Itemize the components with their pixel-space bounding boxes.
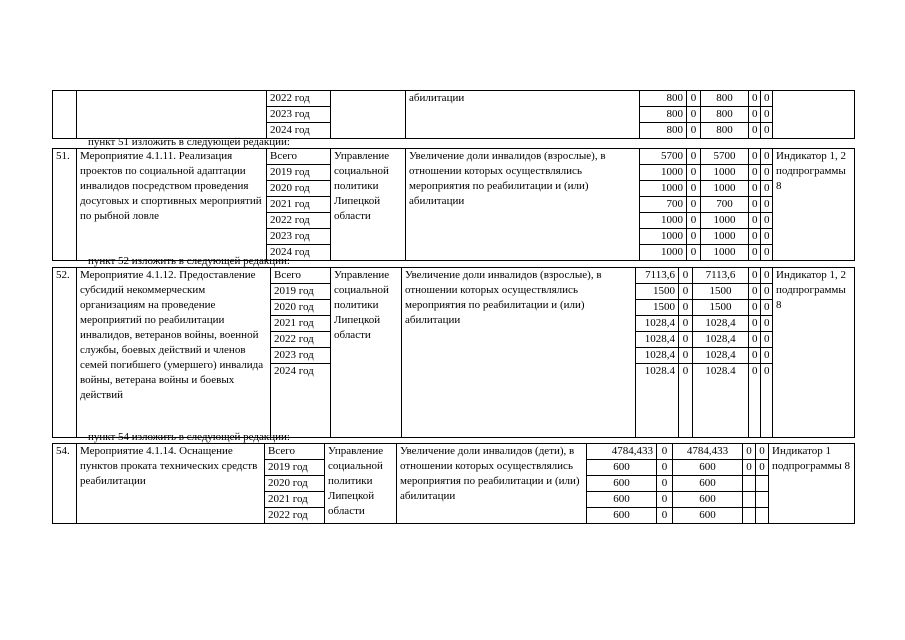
cell: 1000 — [701, 213, 749, 229]
cell — [743, 492, 756, 508]
cell: 800 — [640, 107, 687, 123]
cell: 0 — [761, 165, 773, 181]
cell: 1500 — [636, 284, 679, 300]
cell — [743, 476, 756, 492]
cell: 0 — [687, 165, 701, 181]
cell: 0 — [657, 460, 673, 476]
top-result: абилитации — [406, 91, 640, 139]
cell: 0 — [679, 300, 693, 316]
cell: 0 — [657, 444, 673, 460]
top-num-cell — [53, 91, 77, 139]
cell: 0 — [687, 91, 701, 107]
cell: 7113,6 — [693, 268, 749, 284]
cell: 600 — [587, 460, 657, 476]
cell: 0 — [749, 284, 761, 300]
measure-title: Мероприятие 4.1.12. Предоставление субсидий некоммерческим организациям на проведение мероприятий по реабилитации инвалидов, ветеранов войны, военной службы, боевых действий и членов семей погибшего (умершего) инвалида войны, ветерана войны и боевых действий — [77, 268, 271, 438]
cell: 700 — [640, 197, 687, 213]
top-table — [52, 90, 855, 139]
year-cell: 2020 год — [267, 181, 331, 197]
year-cell: Всего — [265, 444, 325, 460]
cell: 0 — [687, 229, 701, 245]
cell: 600 — [673, 476, 743, 492]
cell: 0 — [761, 107, 773, 123]
cell: 600 — [673, 492, 743, 508]
cell: 0 — [761, 268, 773, 284]
cell: 0 — [657, 476, 673, 492]
indicator: Индикатор 1, 2 подпрограммы 8 — [773, 268, 855, 438]
executor: Управление социальной политики Липецкой области — [331, 149, 406, 261]
year-cell: 2022 год — [271, 332, 331, 348]
cell: 0 — [743, 460, 756, 476]
cell: 0 — [761, 181, 773, 197]
cell: 1028,4 — [693, 348, 749, 364]
year-cell: 2022 год — [265, 508, 325, 524]
top-year: 2024 год — [267, 123, 331, 139]
cell: 600 — [587, 476, 657, 492]
top-indicator-cell — [773, 91, 855, 139]
cell: 4784,433 — [587, 444, 657, 460]
cell: 1028,4 — [636, 316, 679, 332]
cell: 0 — [756, 444, 769, 460]
cell: 600 — [673, 508, 743, 524]
cell: 0 — [749, 245, 761, 261]
note-51: пункт 51 изложить в следующей редакции: — [88, 136, 290, 148]
cell: 0 — [687, 149, 701, 165]
cell: 0 — [687, 245, 701, 261]
cell: 1000 — [640, 229, 687, 245]
cell: 1028,4 — [636, 348, 679, 364]
cell: 0 — [749, 364, 761, 438]
cell: 0 — [761, 300, 773, 316]
cell: 600 — [587, 508, 657, 524]
cell: 600 — [587, 492, 657, 508]
cell: 0 — [679, 348, 693, 364]
year-cell: 2024 год — [267, 245, 331, 261]
result-text: Увеличение доли инвалидов (взрослые), в отношении которых осуществлялись мероприятия по реабилитации и (или) абилитации — [402, 268, 636, 438]
year-cell: 2022 год — [267, 213, 331, 229]
cell: 1028,4 — [693, 332, 749, 348]
cell: 0 — [749, 348, 761, 364]
cell: 0 — [756, 460, 769, 476]
cell: 5700 — [701, 149, 749, 165]
year-cell: 2021 год — [271, 316, 331, 332]
note-54: пункт 54 изложить в следующей редакции: — [88, 431, 290, 443]
cell: 600 — [673, 460, 743, 476]
cell: 0 — [761, 229, 773, 245]
measure-title: Мероприятие 4.1.14. Оснащение пунктов проката технических средств реабилитации — [77, 444, 265, 524]
year-cell: 2021 год — [267, 197, 331, 213]
year-cell: 2021 год — [265, 492, 325, 508]
cell: 0 — [761, 245, 773, 261]
section-51-table — [52, 148, 855, 261]
cell: 0 — [749, 213, 761, 229]
cell: 5700 — [640, 149, 687, 165]
cell: 0 — [749, 107, 761, 123]
cell: 0 — [749, 332, 761, 348]
cell: 1000 — [701, 229, 749, 245]
cell: 800 — [640, 123, 687, 139]
cell: 1500 — [636, 300, 679, 316]
cell: 0 — [761, 284, 773, 300]
cell: 1000 — [640, 245, 687, 261]
year-cell: 2023 год — [271, 348, 331, 364]
cell: 0 — [687, 123, 701, 139]
note-52: пункт 52 изложить в следующей редакции: — [88, 255, 290, 267]
cell: 1500 — [693, 300, 749, 316]
cell: 0 — [687, 197, 701, 213]
cell: 700 — [701, 197, 749, 213]
section-54-table — [52, 443, 855, 524]
result-text: Увеличение доли инвалидов (дети), в отношении которых осуществлялись мероприятия по реабилитации и (или) абилитации — [397, 444, 587, 524]
cell: 0 — [687, 181, 701, 197]
measure-title: Мероприятие 4.1.11. Реализация проектов по социальной адаптации инвалидов посредством проведения досуговых и спортивных мероприятий по рыбной ловле — [77, 149, 267, 261]
cell: 1028,4 — [636, 332, 679, 348]
cell: 0 — [749, 123, 761, 139]
cell: 0 — [679, 268, 693, 284]
cell: 0 — [687, 107, 701, 123]
indicator: Индикатор 1, 2 подпрограммы 8 — [773, 149, 855, 261]
cell: 1000 — [640, 181, 687, 197]
cell: 0 — [679, 316, 693, 332]
cell: 0 — [749, 300, 761, 316]
section-52-table — [52, 267, 855, 438]
cell — [756, 508, 769, 524]
cell: 1000 — [701, 245, 749, 261]
cell: 0 — [749, 197, 761, 213]
cell: 0 — [761, 364, 773, 438]
cell: 0 — [743, 444, 756, 460]
cell: 1500 — [693, 284, 749, 300]
cell: 0 — [679, 332, 693, 348]
cell: 0 — [657, 492, 673, 508]
cell: 0 — [749, 91, 761, 107]
cell: 1028.4 — [636, 364, 679, 438]
row-number: 51. — [53, 149, 77, 261]
cell: 0 — [761, 316, 773, 332]
year-cell: 2024 год — [271, 364, 331, 438]
row-number: 52. — [53, 268, 77, 438]
cell: 0 — [761, 123, 773, 139]
cell: 1000 — [701, 165, 749, 181]
year-cell: 2020 год — [271, 300, 331, 316]
cell: 7113,6 — [636, 268, 679, 284]
year-cell: Всего — [267, 149, 331, 165]
cell: 0 — [761, 91, 773, 107]
year-cell: 2019 год — [267, 165, 331, 181]
cell: 4784,433 — [673, 444, 743, 460]
cell: 1028.4 — [693, 364, 749, 438]
cell: 0 — [687, 213, 701, 229]
cell — [756, 492, 769, 508]
cell: 1000 — [701, 181, 749, 197]
top-exec-cell — [331, 91, 406, 139]
cell: 800 — [640, 91, 687, 107]
cell: 0 — [761, 348, 773, 364]
executor: Управление социальной политики Липецкой области — [331, 268, 402, 438]
year-cell: 2019 год — [265, 460, 325, 476]
result-text: Увеличение доли инвалидов (взрослые), в отношении которых осуществлялись мероприятия по реабилитации и (или) абилитации — [406, 149, 640, 261]
cell: 1028,4 — [693, 316, 749, 332]
cell: 0 — [679, 284, 693, 300]
cell: 0 — [749, 165, 761, 181]
year-cell: 2019 год — [271, 284, 331, 300]
cell: 0 — [761, 332, 773, 348]
cell: 0 — [749, 229, 761, 245]
cell: 0 — [679, 364, 693, 438]
cell: 0 — [749, 268, 761, 284]
cell: 0 — [749, 181, 761, 197]
cell: 0 — [761, 149, 773, 165]
year-cell: Всего — [271, 268, 331, 284]
top-title-cell — [77, 91, 267, 139]
cell: 0 — [749, 149, 761, 165]
top-year: 2023 год — [267, 107, 331, 123]
year-cell: 2020 год — [265, 476, 325, 492]
cell: 800 — [701, 91, 749, 107]
cell: 0 — [761, 197, 773, 213]
cell: 1000 — [640, 213, 687, 229]
year-cell: 2023 год — [267, 229, 331, 245]
cell: 0 — [749, 316, 761, 332]
executor: Управление социальной политики Липецкой области — [325, 444, 397, 524]
cell: 0 — [657, 508, 673, 524]
row-number: 54. — [53, 444, 77, 524]
cell: 0 — [761, 213, 773, 229]
cell: 800 — [701, 107, 749, 123]
indicator: Индикатор 1 подпрограммы 8 — [769, 444, 855, 524]
cell: 1000 — [640, 165, 687, 181]
top-year: 2022 год — [267, 91, 331, 107]
cell — [756, 476, 769, 492]
cell — [743, 508, 756, 524]
cell: 800 — [701, 123, 749, 139]
